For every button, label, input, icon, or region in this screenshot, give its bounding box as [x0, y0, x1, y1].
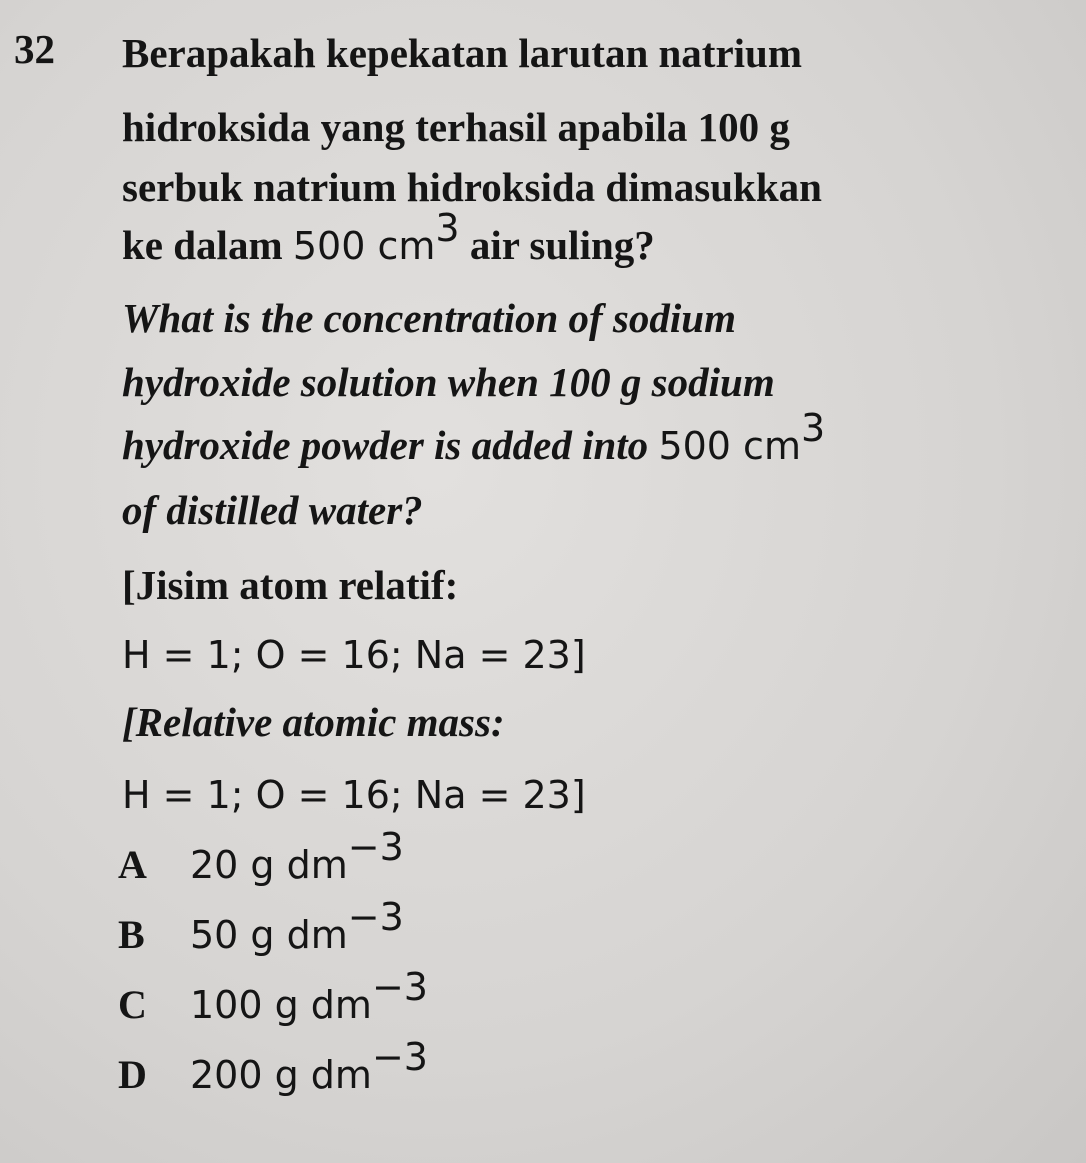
question-malay-line-3: serbuk natrium hidroksida dimasukkan [122, 164, 822, 210]
volume-value: 500 cm [658, 424, 801, 468]
volume-value: 500 cm [292, 224, 436, 268]
text: ke dalam [122, 222, 293, 268]
option-a[interactable] [118, 825, 404, 890]
question-english-line-2: hydroxide solution when 100 g sodium [122, 359, 775, 405]
exponent: 3 [435, 206, 460, 250]
question-english-line-1: What is the concentration of sodium [122, 295, 736, 341]
exponent: −3 [371, 1035, 428, 1079]
question-malay-line-2: hidroksida yang terhasil apabila 100 g [122, 104, 790, 150]
question-number: 32 [14, 26, 55, 72]
option-c[interactable] [118, 965, 428, 1030]
option-label: D [118, 1052, 147, 1097]
ram-malay-values: H = 1; O = 16; Na = 23] [122, 633, 586, 677]
question-malay-line-1: Berapakah kepekatan larutan natrium [122, 30, 803, 76]
option-label: A [118, 842, 147, 887]
option-value: 20 g dm [190, 843, 348, 887]
ram-malay-label: [Jisim atom relatif: [122, 562, 459, 608]
ram-english-values: H = 1; O = 16; Na = 23] [122, 773, 586, 817]
option-value: 100 g dm [190, 983, 372, 1027]
option-b[interactable] [118, 895, 404, 960]
ram-english-label: [Relative atomic mass: [122, 699, 505, 745]
option-label: C [118, 982, 147, 1027]
exponent: 3 [800, 406, 826, 450]
exponent: −3 [371, 965, 428, 1009]
question-malay-line-4 [122, 206, 655, 271]
option-value: 200 g dm [190, 1053, 372, 1097]
exponent: −3 [347, 895, 404, 939]
question-english-line-3 [122, 406, 826, 471]
text: air suling? [459, 222, 655, 268]
question-english-line-4: of distilled water? [122, 487, 423, 533]
option-value: 50 g dm [190, 913, 348, 957]
exponent: −3 [347, 825, 404, 869]
option-d[interactable] [118, 1035, 428, 1100]
text: hydroxide powder is added into [122, 422, 659, 468]
option-label: B [118, 912, 145, 957]
